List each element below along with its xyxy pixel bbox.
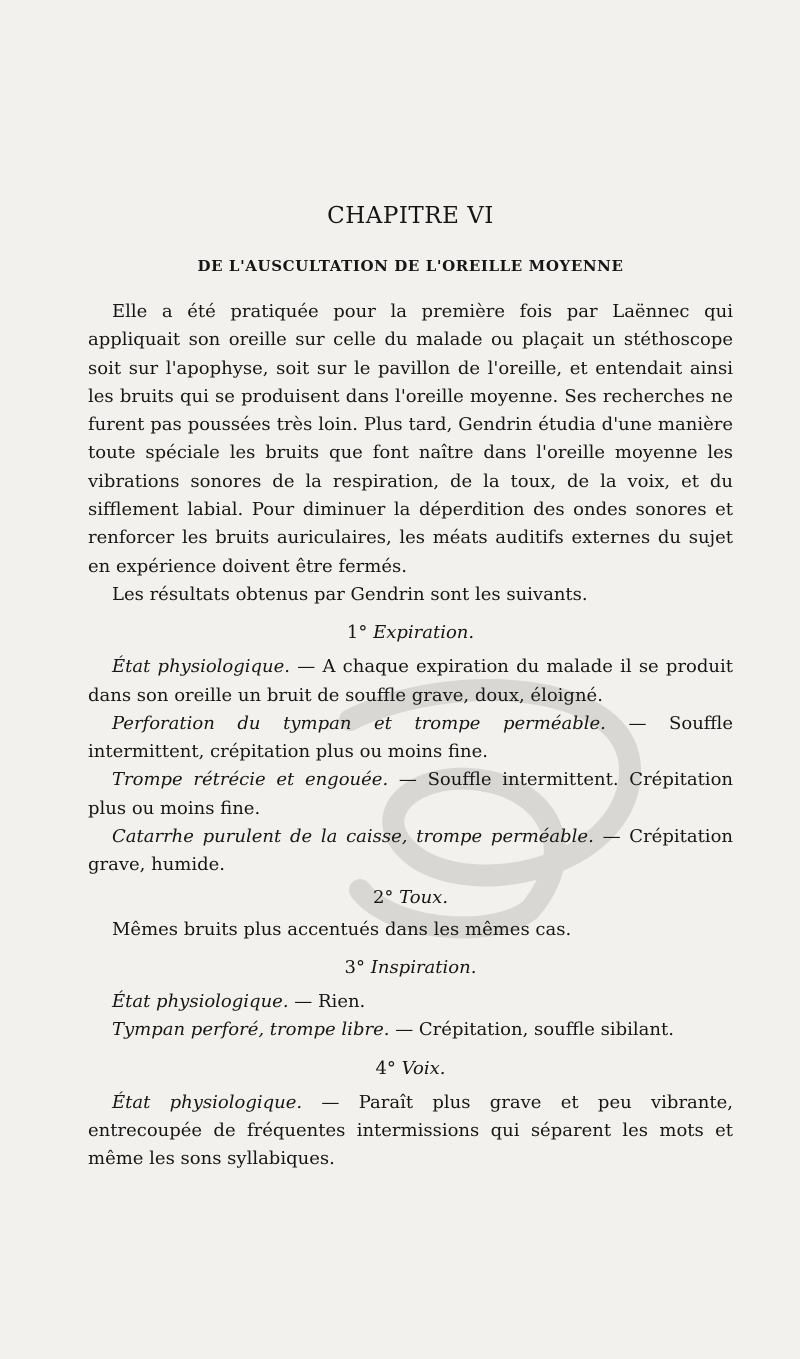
finding-term: État physiologique. [112, 1091, 303, 1113]
section-heading-toux [88, 884, 733, 912]
finding-item [88, 1016, 733, 1044]
finding-text: — Crépitation, souffle sibilant. [395, 1019, 674, 1041]
finding-term: Catarrhe purulent de la caisse, trompe perméable. [112, 826, 594, 848]
section-title: Expiration. [373, 622, 475, 644]
finding-text-toux: Mêmes bruits plus accentués dans les mêmes cas. [112, 918, 572, 940]
section-number: 3° [344, 956, 365, 978]
section-heading-voix [88, 1055, 733, 1083]
finding-term: Perforation du tympan et trompe perméable. [112, 712, 606, 734]
finding-term: Tympan perforé, trompe libre. [112, 1019, 390, 1041]
page-body [88, 196, 733, 1173]
section-title: Voix. [401, 1057, 446, 1079]
section-number: 2° [372, 886, 394, 908]
finding-item [88, 710, 733, 767]
section-number: 4° [375, 1057, 396, 1079]
section-heading-inspiration [88, 954, 733, 982]
finding-text: — Rien. [294, 990, 366, 1012]
finding-term: État physiologique. [112, 990, 289, 1012]
finding-item [88, 823, 733, 880]
finding-text: — Crépitation grave, humide. [88, 826, 733, 876]
section-title: Inspiration. [370, 956, 477, 978]
finding-item [88, 766, 733, 823]
finding-term: État physiologique. [112, 656, 291, 678]
chapter-title: CHAPITRE VI [327, 203, 494, 229]
finding-item [88, 653, 733, 710]
finding-term: Trompe rétrécie et engouée. [112, 769, 389, 791]
finding-text: — A chaque expiration du malade il se produit dans son oreille un bruit de souffle grave, doux, éloigné. [88, 656, 733, 706]
section-title: Toux. [399, 886, 449, 908]
finding-text: — Paraît plus grave et peu vibrante, entrecoupée de fréquentes intermissions qui séparent les mots et même les sons syllabiques. [88, 1091, 733, 1170]
section-heading-expiration [88, 619, 733, 647]
finding-item [88, 988, 733, 1016]
finding-item [88, 1089, 733, 1174]
results-line: Les résultats obtenus par Gendrin sont les suivants. [112, 583, 588, 605]
intro-paragraph: Elle a été pratiquée pour la première fois par Laënnec qui appliquait son oreille sur celle du malade ou plaçait un stéthoscope soit sur l'apophyse, soit sur le pavillon de l'oreille, et entendait ainsi les bruits qui se produisent dans l'oreille moyenne. Ses recherches ne furent pas poussées très loin. Plus tard, Gendrin étudia d'une manière toute spéciale les bruits que font naître dans l'oreille moyenne les vibrations sonores de la respiration, de la toux, de la voix, et du sifflement labial. Pour diminuer la déperdition des ondes sonores et renforcer les bruits auriculaires, les méats auditifs externes du sujet en expérience doivent être fermés. [88, 301, 733, 577]
section-number: 1° [346, 622, 368, 644]
finding-text: — Souffle intermittent. Crépitation plus ou moins fine. [88, 769, 733, 819]
chapter-subtitle: DE L'AUSCULTATION DE L'OREILLE MOYENNE [197, 257, 624, 275]
finding-text: — Souffle intermittent, crépitation plus ou moins fine. [88, 712, 733, 763]
